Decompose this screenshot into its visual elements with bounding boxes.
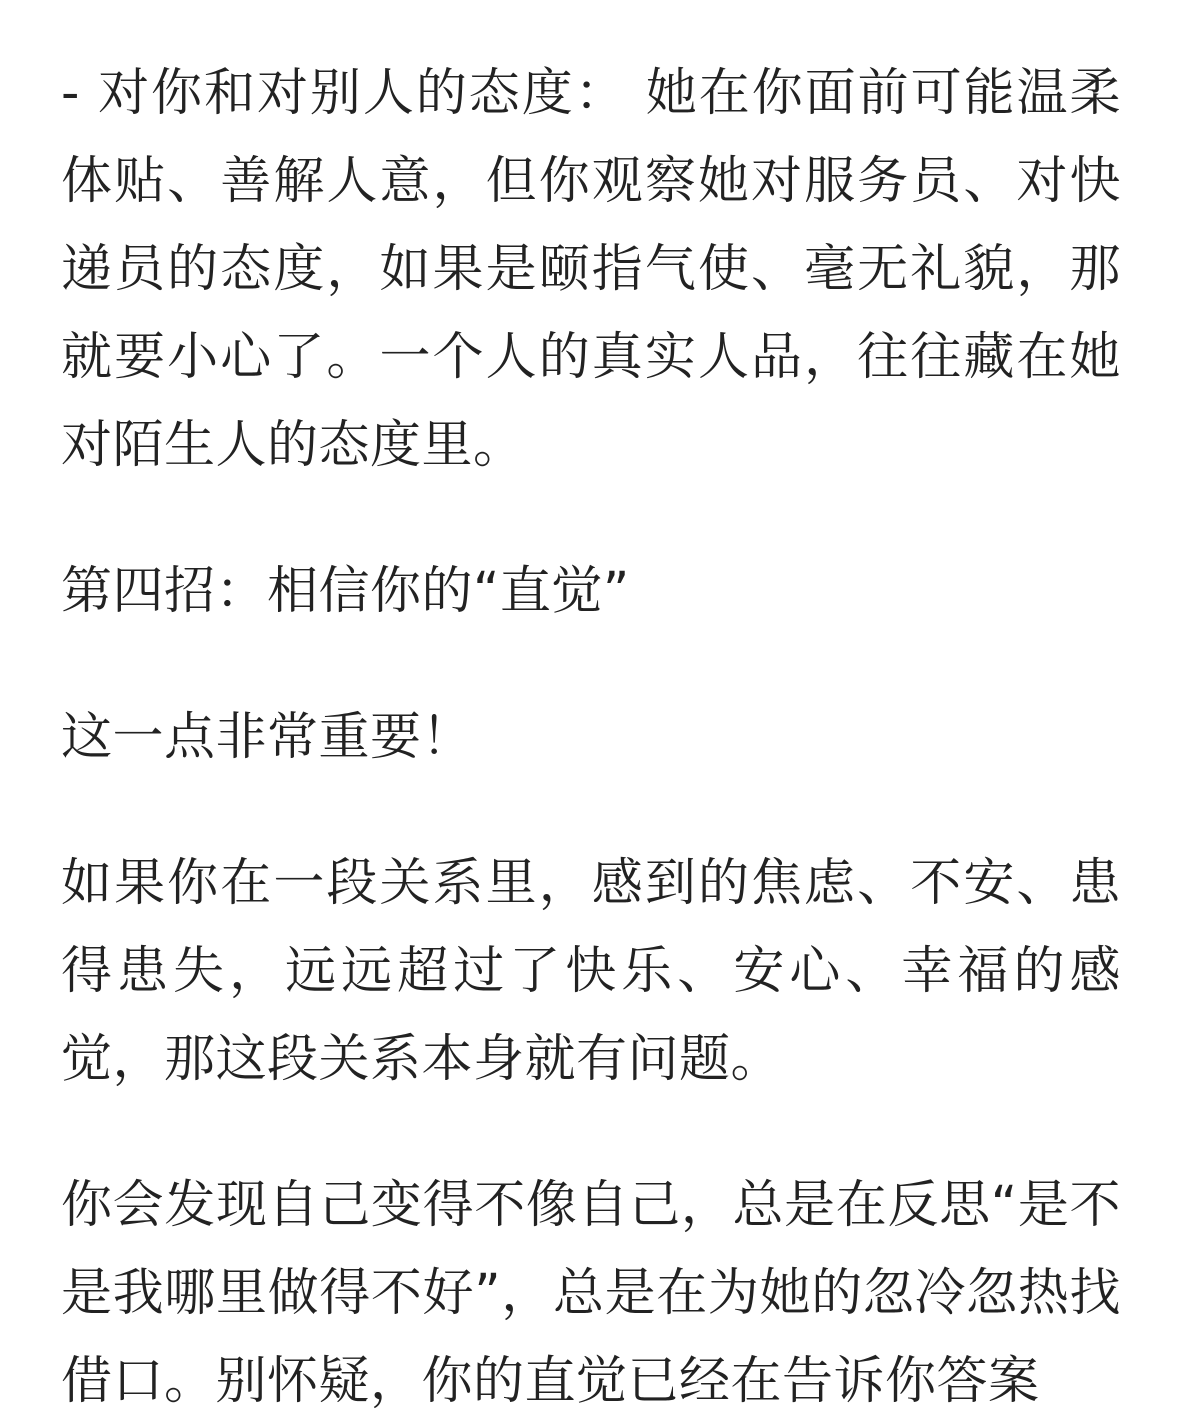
paragraph-self-doubt: 你会发现自己变得不像自己，总是在反思“是不是我哪里做得不好”，总是在为她的忽冷忽热找借口。别怀疑，你的直觉已经在告诉你答案 — [61, 1176, 1121, 1411]
article-body — [61, 50, 1121, 1426]
paragraph-emphasis: 这一点非常重要！ — [61, 708, 474, 767]
section-heading-intuition: 第四招：相信你的“直觉” — [61, 562, 630, 621]
paragraph-attitude: - 对你和对别人的态度： 她在你面前可能温柔体贴、善解人意，但你观察她对服务员、对快递员的态度，如果是颐指气使、毫无礼貌，那就要小心了。一个人的真实人品，往往藏在她对陌生人的态度里。 — [61, 64, 1121, 475]
paragraph-anxiety: 如果你在一段关系里，感到的焦虑、不安、患得患失，远远超过了快乐、安心、幸福的感觉，那这段关系本身就有问题。 — [61, 854, 1121, 1089]
